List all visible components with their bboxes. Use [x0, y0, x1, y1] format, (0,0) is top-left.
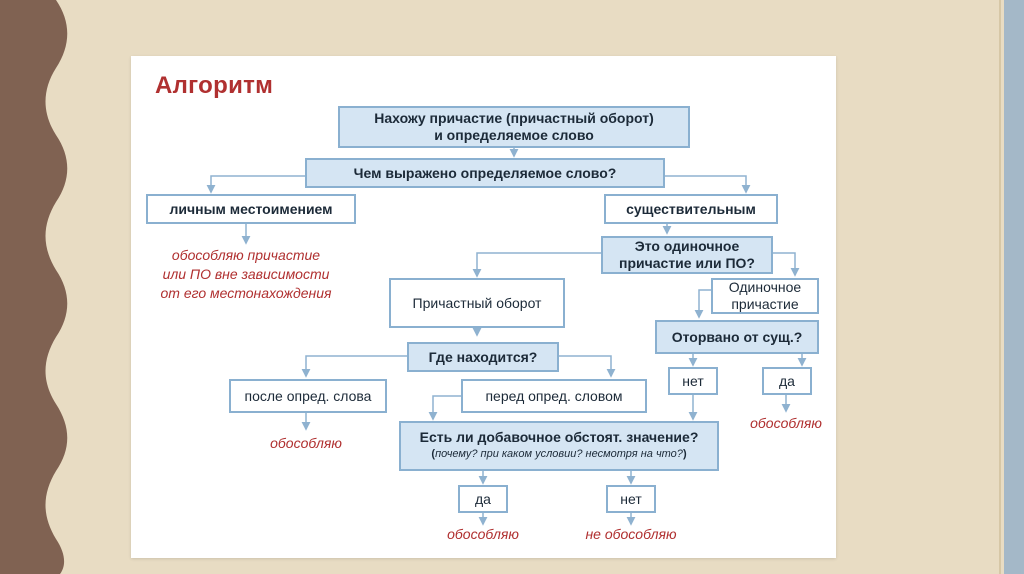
- node-question-where: [407, 342, 559, 372]
- node-question-where-text: Где находится?: [428, 348, 538, 365]
- arrow-question-to-pronoun: [211, 176, 305, 192]
- outcome-pronoun-line3: от его местонахождения: [160, 285, 332, 301]
- node-question-single-line1: Это одиночное: [634, 238, 740, 254]
- node-question-expressed-text: Чем выражено определяемое слово?: [353, 164, 617, 181]
- right-divider-line: [999, 0, 1001, 574]
- outcome-adverbial-no: [551, 525, 711, 544]
- arrow-single-question-to-single: [773, 253, 795, 275]
- wavy-border-decoration: [0, 0, 80, 574]
- arrow-before-to-adverbial: [433, 396, 461, 419]
- node-separated-no: [668, 367, 718, 395]
- outcome-adverbial-yes: [413, 525, 553, 544]
- node-question-adverbial-text: Есть ли добавочное обстоят. значение?: [419, 429, 699, 445]
- node-noun: [604, 194, 778, 224]
- node-separated-no-text: нет: [682, 372, 704, 389]
- node-before-word-text: перед опред. словом: [485, 387, 623, 404]
- right-accent-stripe: [1004, 0, 1024, 574]
- node-adverbial-no: [606, 485, 656, 513]
- node-question-adverbial-hint: почему? при каком условии? несмотря на что?: [435, 448, 683, 460]
- arrow-where-to-after: [306, 356, 407, 376]
- node-pronoun-text: личным местоимением: [169, 200, 333, 217]
- outcome-separated-yes-text: обособляю: [750, 415, 822, 431]
- node-question-separated-text: Оторвано от сущ.?: [671, 328, 803, 345]
- arrow-question-to-noun: [665, 176, 746, 192]
- outcome-pronoun-line2: или ПО вне зависимости: [162, 266, 330, 282]
- node-question-adverbial: [399, 421, 719, 471]
- node-question-single: [601, 236, 773, 274]
- outcome-after-text: обособляю: [270, 435, 342, 451]
- node-adverbial-no-text: нет: [620, 490, 642, 507]
- outcome-adverbial-yes-text: обособляю: [447, 526, 519, 542]
- node-noun-text: существительным: [626, 200, 756, 217]
- node-adverbial-yes: [458, 485, 508, 513]
- outcome-pronoun: [151, 246, 341, 303]
- node-before-word: [461, 379, 647, 413]
- node-separated-yes: [762, 367, 812, 395]
- arrow-where-to-before: [559, 356, 611, 376]
- slide: [131, 56, 836, 558]
- node-pronoun: [146, 194, 356, 224]
- node-participial-phrase-text: Причастный оборот: [412, 294, 542, 311]
- node-separated-yes-text: да: [779, 372, 795, 389]
- node-after-word-text: после опред. слова: [244, 387, 372, 404]
- node-question-single-line2: причастие или ПО?: [619, 255, 755, 271]
- node-adverbial-yes-text: да: [475, 490, 491, 507]
- node-after-word: [229, 379, 387, 413]
- hint-open-paren: (: [431, 448, 436, 460]
- arrow-single-to-separated: [699, 290, 711, 317]
- hint-close-paren: ): [682, 448, 687, 460]
- outcome-pronoun-line1: обособляю причастие: [171, 247, 321, 263]
- slide-title: Алгоритм: [155, 72, 274, 99]
- outcome-separated-yes: [721, 414, 851, 433]
- node-single-participle: [711, 278, 819, 314]
- arrow-single-question-to-phrase: [477, 253, 601, 276]
- node-single-participle-line2: причастие: [731, 296, 799, 312]
- node-start-line1: Нахожу причастие (причастный оборот): [374, 110, 654, 126]
- outcome-adverbial-no-text: не обособляю: [585, 526, 677, 542]
- outcome-after: [231, 434, 381, 453]
- node-question-adverbial-hint-line: [431, 446, 686, 463]
- node-question-separated: [655, 320, 819, 354]
- node-single-participle-line1: Одиночное: [728, 279, 802, 295]
- node-participial-phrase: [389, 278, 565, 328]
- node-start: [338, 106, 690, 148]
- node-start-line2: и определяемое слово: [434, 127, 594, 143]
- node-question-expressed: [305, 158, 665, 188]
